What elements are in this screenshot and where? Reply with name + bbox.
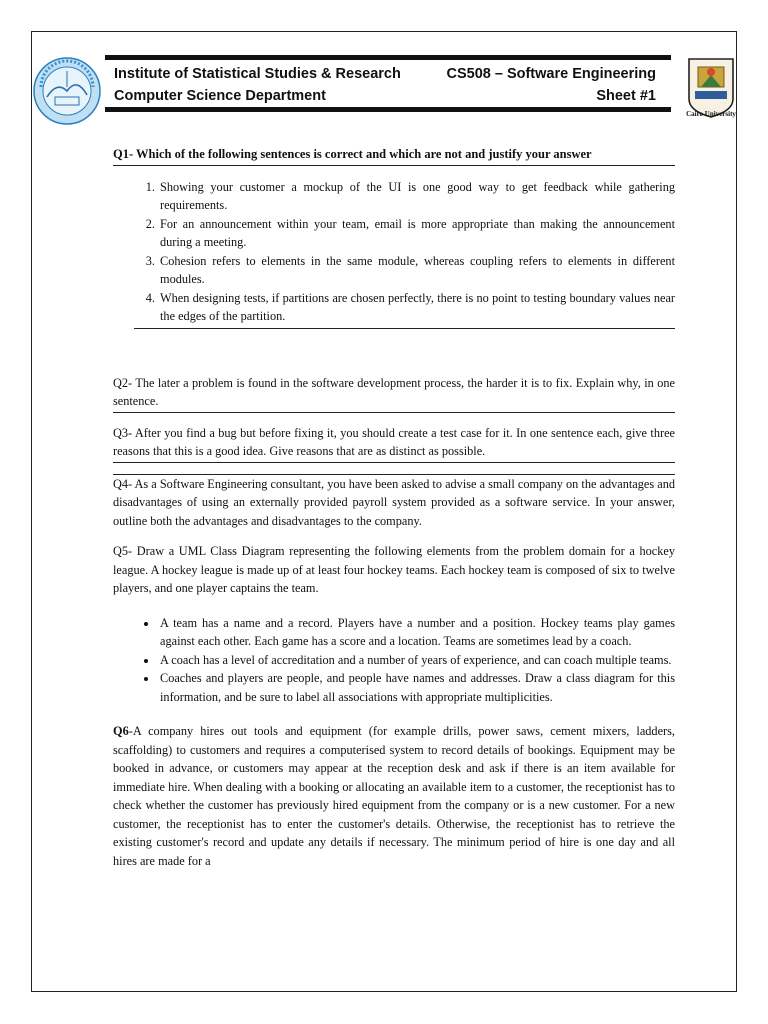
department-name: Computer Science Department — [114, 88, 326, 104]
q1-heading: Q1- Which of the following sentences is correct and which are not and justify your answer — [113, 145, 675, 166]
question-6-label: Q6 — [113, 724, 129, 738]
question-2: Q2- The later a problem is found in the software development process, the harder it is to fix. Explain why, in one sentence. — [113, 374, 675, 413]
institute-name: Institute of Statistical Studies & Research — [114, 66, 401, 82]
q5-bullet: • Coaches and players are people, and people have names and addresses. Draw a class diagram for this information, and be sure to label all associations with appropriate multiplicities. — [158, 669, 675, 706]
question-4-block — [113, 474, 675, 532]
header-bottom-rule — [105, 107, 671, 112]
question-4: Q4- As a Software Engineering consultant, you have been asked to advise a small company on the advantages and disadvantages of using an externally provided payroll system provided as a software service. In your answer, outline both the advantages and disadvantages to the company. — [113, 474, 675, 531]
question-6 — [113, 722, 675, 871]
sheet-content — [113, 145, 675, 871]
q1-item: 4. When designing tests, if partitions are chosen perfectly, there is no point to testing boundary values near the edges of the partition. — [158, 289, 675, 326]
q5-bullet-list — [113, 614, 675, 707]
q1-item: 3. Cohesion refers to elements in the same module, whereas coupling refers to elements in different modules. — [158, 252, 675, 289]
q5-bullet: • A coach has a level of accreditation and a number of years of experience, and can coach multiple teams. — [158, 651, 675, 670]
question-5-block — [113, 542, 675, 707]
question-5-intro: Q5- Draw a UML Class Diagram representing the following elements from the problem domain for a hockey league. A hockey league is made up of at least four hockey teams. Each hockey team is composed of six to twelve players, and one player captains the team. — [113, 544, 675, 595]
q1-item: 2. For an announcement within your team, email is more appropriate than making the announcement during a meeting. — [158, 215, 675, 252]
cairo-university-caption: Cairo University — [686, 110, 736, 118]
header-top-rule — [105, 55, 671, 60]
question-3: Q3- After you find a bug but before fixing it, you should create a test case for it. In one sentence each, give three reasons that this is a good idea. Give reasons that are as distinct as possible. — [113, 424, 675, 463]
institute-seal-logo — [33, 57, 101, 125]
q1-statement-list — [134, 178, 675, 329]
q5-bullet: • A team has a name and a record. Players have a number and a position. Hockey teams play games against each other. Each game has a score and a location. Teams are sometimes lead by a coach. — [158, 614, 675, 651]
q1-item: 1. Showing your customer a mockup of the UI is one good way to get feedback while gathering requirements. — [158, 178, 675, 215]
question-6-text: -A company hires out tools and equipment (for example drills, power saws, cement mixers, ladders, scaffolding) to customers and requires a computerised system to record details of bookings. Equipment may be booked in advance, or customers may appear at the reception desk and ask if there is an item available for immediate hire. When dealing with a booking or allocating an available item to a customer, the receptionist has to check whether the customer has previously hired equipment from the company or is a new customer. For a new customer, the receptionist has to enter the customer's details. Otherwise, the receptionist has to retrieve the existing customer's record and update any details if necessary. The minimum period of hire is one day and all hires are made for a — [113, 724, 675, 868]
sheet-number: Sheet #1 — [596, 88, 656, 104]
course-title: CS508 – Software Engineering — [446, 66, 656, 82]
